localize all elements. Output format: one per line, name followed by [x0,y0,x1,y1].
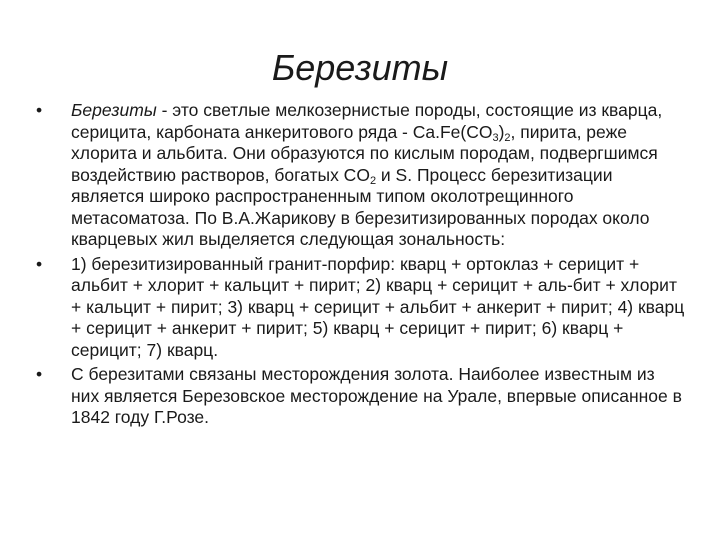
bullet-item-definition [36,100,686,251]
subscript-2b: 2 [369,174,377,187]
bullet-icon: • [36,100,43,120]
bullet-item-zonation [36,254,686,362]
bullet-list [36,100,686,432]
bullet-icon: • [36,364,43,384]
bullet-item-deposits [36,364,686,429]
definition-text-part-1: - это светлые мелкозернистые породы, состоящие из кварца, серицита, карбоната анкеритового ряда - Ca.Fe(CO [71,100,663,142]
definition-text-part-2: ) [498,121,505,142]
term-highlight: Березиты [71,100,157,120]
subscript-2a: 2 [504,131,511,144]
subscript-3: 3 [492,131,499,144]
slide-title: Березиты [271,47,449,88]
definition-text-part-4: и S. Процесс березитизации является широко распространенным типом околотрещинного метасоматоза. По В.А.Жарикову в березитизированных породах около кварцевых жил выделяется следующая зональность: [71,164,650,249]
bullet-icon: • [36,253,43,274]
zonation-text: 1) березитизированный гранит-порфир: кварц + ортоклаз + серицит + альбит + хлорит + кальцит + пирит; 2) кварц + серицит + аль-бит + хлорит + кальцит + пирит; 3) кварц + серицит + альбит + анкерит + пирит; 4) кварц + серицит + анкерит + пирит; 5) кварц + серицит + пирит; 6) кварц + серицит; 7) кварц. [71,253,685,360]
deposits-text: С березитами связаны месторождения золота. Наиболее известным из них является Березовское месторождение на Урале, впервые описанное в 1842 году Г.Розе. [71,364,682,427]
definition-text-part-3: , пирита, реже хлорита и альбита. Они образуются по кислым породам, подвергшимся воздействию растворов, богатых CO [71,121,658,185]
